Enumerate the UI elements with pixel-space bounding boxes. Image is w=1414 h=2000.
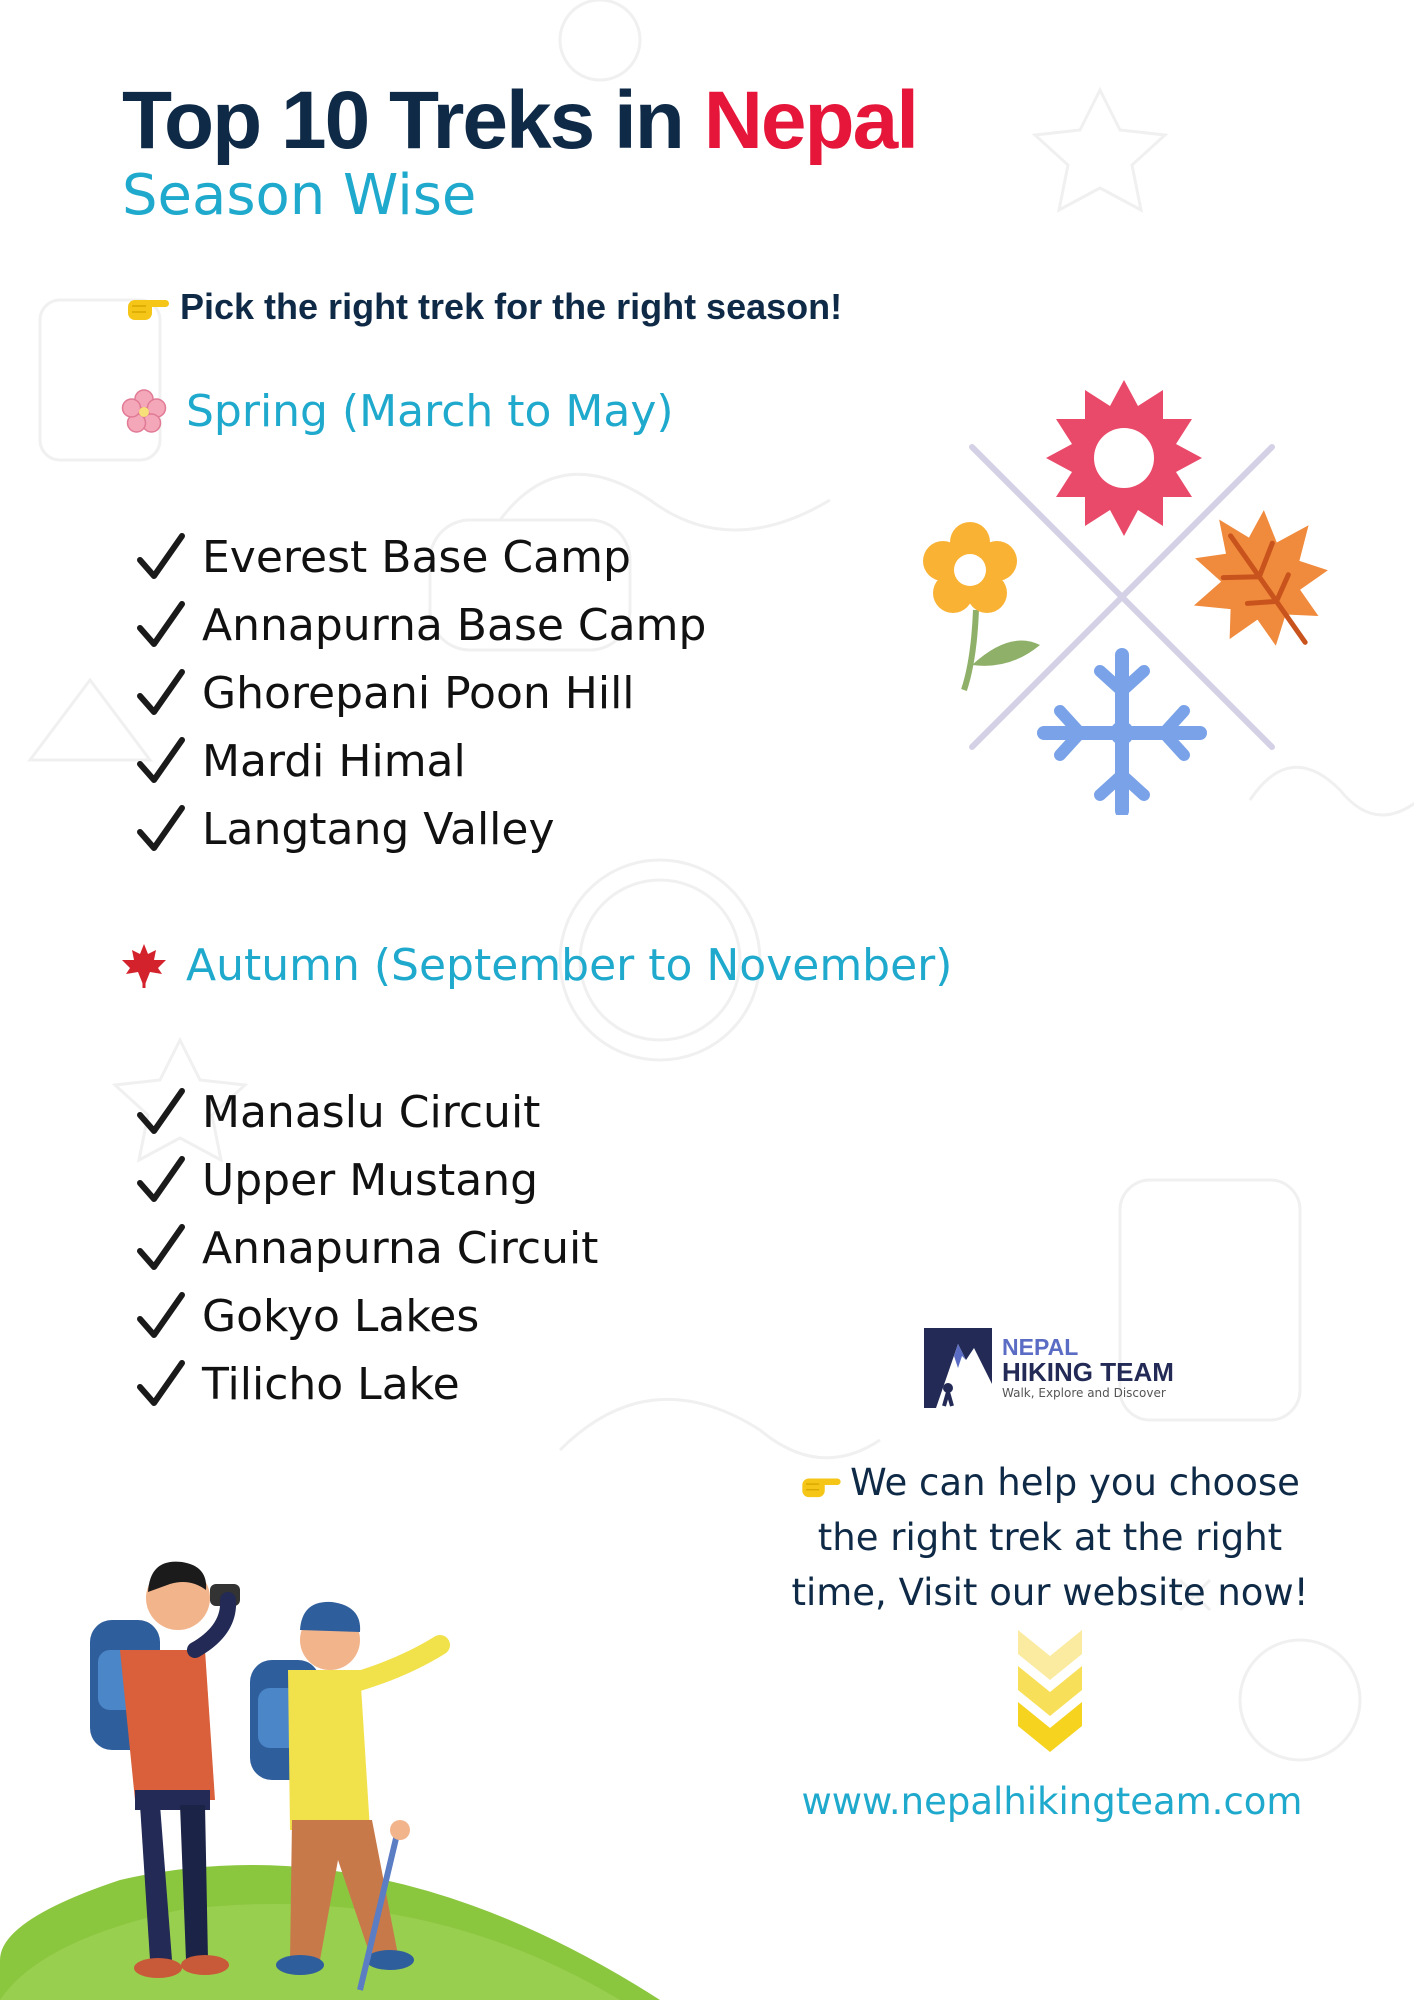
list-item: [134, 659, 706, 727]
call-to-action: [770, 1455, 1330, 1620]
list-item: [134, 523, 706, 591]
autumn-heading-text: Autumn (September to November): [186, 940, 953, 991]
hikers-illustration: [0, 1500, 700, 2000]
autumn-trek-list: [134, 1078, 598, 1418]
trek-name: Annapurna Circuit: [202, 1222, 599, 1274]
list-item: [134, 795, 706, 863]
cta-line-1-text: We can help you choose: [850, 1461, 1300, 1504]
spring-heading: [120, 386, 674, 437]
trek-name: Upper Mustang: [202, 1154, 539, 1206]
pointing-hand-icon: [126, 292, 170, 322]
pointing-hand-icon: [800, 1471, 842, 1499]
list-item: [134, 1146, 598, 1214]
tagline-text: Pick the right trek for the right season!: [180, 286, 843, 327]
four-seasons-illustration: [910, 375, 1340, 815]
list-item: [134, 727, 706, 795]
snowflake-icon: [1044, 655, 1200, 811]
checkmark-icon: [134, 1289, 188, 1343]
checkmark-icon: [134, 734, 188, 788]
title-accent: Nepal: [703, 75, 918, 166]
cherry-blossom-icon: [120, 388, 168, 436]
trek-name: Ghorepani Poon Hill: [202, 667, 635, 719]
list-item: [134, 1078, 598, 1146]
page-title: [122, 75, 918, 166]
autumn-leaf-icon: [1162, 479, 1340, 682]
title-main: Top 10 Treks in: [122, 75, 683, 166]
logo-tagline: Walk, Explore and Discover: [1002, 1386, 1166, 1401]
sun-icon: [1046, 380, 1202, 536]
checkmark-icon: [134, 530, 188, 584]
trek-name: Langtang Valley: [202, 803, 555, 855]
flower-icon: [923, 522, 1040, 690]
checkmark-icon: [134, 1221, 188, 1275]
autumn-heading: [120, 940, 952, 991]
trek-name: Everest Base Camp: [202, 531, 631, 583]
checkmark-icon: [134, 1153, 188, 1207]
page-subtitle: Season Wise: [122, 163, 477, 228]
spring-heading-text: Spring (March to May): [186, 386, 674, 437]
logo-line-1: NEPAL: [1002, 1334, 1079, 1360]
company-logo: [922, 1326, 1174, 1412]
trek-name: Tilicho Lake: [202, 1358, 460, 1410]
trek-name: Manaslu Circuit: [202, 1086, 541, 1138]
maple-leaf-icon: [120, 942, 168, 990]
tagline: [126, 286, 842, 328]
cta-line-2: the right trek at the right: [817, 1516, 1283, 1559]
trek-name: Mardi Himal: [202, 735, 466, 787]
checkmark-icon: [134, 598, 188, 652]
website-link[interactable]: www.nepalhikingteam.com: [801, 1780, 1303, 1823]
logo-line-2: HIKING TEAM: [1002, 1357, 1174, 1387]
list-item: [134, 1282, 598, 1350]
cta-line-3: time, Visit our website now!: [791, 1571, 1309, 1614]
chevron-down-icon: [1014, 1626, 1086, 1766]
list-item: [134, 1214, 598, 1282]
list-item: [134, 1350, 598, 1418]
mountain-logo-icon: [922, 1326, 994, 1412]
checkmark-icon: [134, 666, 188, 720]
cta-line-1: [770, 1455, 1330, 1510]
trek-name: Gokyo Lakes: [202, 1290, 480, 1342]
trek-name: Annapurna Base Camp: [202, 599, 707, 651]
spring-trek-list: [134, 523, 706, 863]
checkmark-icon: [134, 1357, 188, 1411]
checkmark-icon: [134, 1085, 188, 1139]
checkmark-icon: [134, 802, 188, 856]
list-item: [134, 591, 706, 659]
